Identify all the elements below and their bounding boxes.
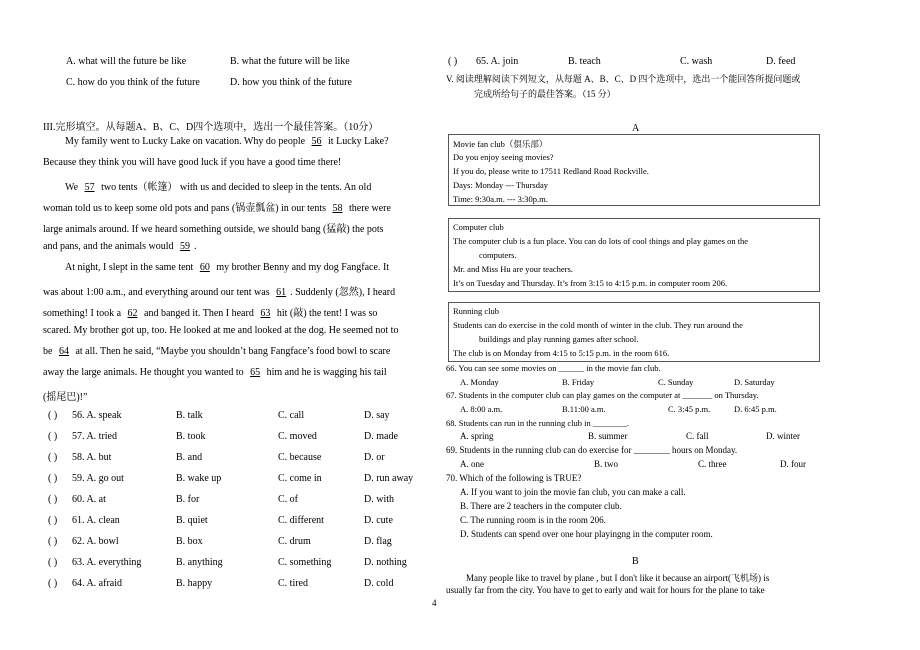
q70-stem: 70. Which of the following is TRUE?: [446, 473, 582, 483]
q70-opt: B. There are 2 teachers in the computer club.: [460, 501, 622, 511]
cloze-text: away the large animals. He thought you wanted to: [43, 367, 247, 378]
q66-opt: B. Friday: [562, 377, 595, 387]
cloze-text: . Suddenly (忽然), I heard: [290, 287, 396, 298]
cloze-q63-num: 63. A. everything: [72, 557, 142, 568]
cloze-q61-b: B. quiet: [176, 515, 208, 526]
box2-line: The computer club is a fun place. You can do lots of cool things and play games on the: [453, 236, 749, 246]
cloze-q58-paren: ( ): [48, 452, 58, 463]
movie-club-box: [448, 134, 820, 206]
q66-stem: 66. You can see some movies on ______ in the movie fan club.: [446, 363, 661, 373]
cloze-q58-d: D. or: [364, 452, 385, 463]
cloze-q62-c: C. drum: [278, 536, 311, 547]
cloze-text: (摇尾巴)!”: [43, 392, 88, 403]
cloze-text: My family went to Lucky Lake on vacation. Why do people: [65, 136, 308, 147]
cloze-line: [43, 367, 387, 378]
q68-stem: 68. Students can run in the running club in ________.: [446, 418, 629, 428]
cloze-q62-num: 62. A. bowl: [72, 536, 119, 547]
q68-opt: B. summer: [588, 431, 628, 441]
cloze-q61-num: 61. A. clean: [72, 515, 120, 526]
q65-option-c: C. wash: [680, 56, 713, 67]
prev-option-d: D. how you think of the future: [230, 77, 352, 88]
cloze-blank: 65: [250, 367, 261, 378]
cloze-line: [43, 346, 390, 357]
cloze-line: [43, 388, 87, 403]
cloze-text: was about 1:00 a.m., and everything around our tent was: [43, 287, 273, 298]
cloze-q62-b: B. box: [176, 536, 203, 547]
cloze-text: my brother Benny and my dog Fangface. It: [213, 262, 390, 273]
q67-opt: D. 6:45 p.m.: [734, 404, 777, 414]
cloze-q64-d: D. cold: [364, 578, 394, 589]
cloze-q60-c: C. of: [278, 494, 298, 505]
cloze-heading: III.完形填空。从每题A、B、C、D四个选项中，选出一个最佳答案。（10分）: [43, 122, 379, 133]
cloze-line: [43, 283, 395, 298]
cloze-text: .: [194, 241, 197, 252]
cloze-q60-d: D. with: [364, 494, 394, 505]
box1-line: If you do, please write to 17511 Redland Road Rockville.: [453, 166, 649, 176]
q69-opt: D. four: [780, 459, 806, 469]
box2-line: Computer club: [453, 222, 504, 232]
cloze-q58-c: C. because: [278, 452, 322, 463]
cloze-q56-c: C. call: [278, 410, 305, 421]
passage-b-line: Many people like to travel by plane , but I don't like it because an airport(飞机场) is: [466, 573, 770, 583]
cloze-q56-b: B. talk: [176, 410, 203, 421]
box1-line: Movie fan club（俱乐部）: [453, 139, 548, 149]
cloze-q61-c: C. different: [278, 515, 324, 526]
q69-opt: B. two: [594, 459, 619, 469]
box2-line: It’s on Tuesday and Thursday. It’s from 3:15 to 4:15 p.m. in computer room 206.: [453, 278, 728, 288]
cloze-q57-c: C. moved: [278, 431, 317, 442]
q68-opt: C. fall: [686, 431, 709, 441]
cloze-line: [43, 220, 384, 235]
q65-option-a: 65. A. join: [476, 56, 519, 67]
cloze-q61-paren: ( ): [48, 515, 58, 526]
page-number: 4: [432, 598, 437, 608]
cloze-text: and banged it. Then I heard: [141, 308, 257, 319]
passage-b-line: usually far from the city. You have to get to early and wait for hours for the plane to take: [446, 585, 765, 595]
box3-line: buildings and play running games after school.: [479, 334, 639, 344]
cloze-q57-paren: ( ): [48, 431, 58, 442]
cloze-blank: 61: [276, 287, 287, 298]
cloze-blank: 64: [58, 346, 69, 357]
cloze-blank: 62: [127, 308, 138, 319]
cloze-q64-b: B. happy: [176, 578, 213, 589]
cloze-text: Because they think you will have good luck if you have a good time there!: [43, 157, 342, 168]
cloze-q59-c: C. come in: [278, 473, 322, 484]
cloze-q64-paren: ( ): [48, 578, 58, 589]
cloze-text: We: [65, 182, 81, 193]
q65-option-d: D. feed: [766, 56, 796, 67]
cloze-text: something! I took a: [43, 308, 124, 319]
cloze-text: at all. Then he said, “Maybe you shouldn’t bang Fangface’s food bowl to scare: [72, 346, 391, 357]
cloze-q62-paren: ( ): [48, 536, 58, 547]
cloze-line: [43, 199, 391, 214]
cloze-q59-paren: ( ): [48, 473, 58, 484]
cloze-q58-b: B. and: [176, 452, 203, 463]
cloze-text: and pans, and the animals would: [43, 241, 177, 252]
cloze-q57-b: B. took: [176, 431, 206, 442]
cloze-q63-c: C. something: [278, 557, 332, 568]
q69-opt: C. three: [698, 459, 727, 469]
computer-club-box: [448, 218, 820, 292]
cloze-blank: 56: [311, 136, 322, 147]
q68-opt: A. spring: [460, 431, 494, 441]
cloze-q63-b: B. anything: [176, 557, 223, 568]
reading-heading-cont: 完成所给句子的最佳答案。（15 分）: [474, 89, 616, 99]
passage-a-label: A: [632, 123, 640, 134]
cloze-q59-d: D. run away: [364, 473, 414, 484]
cloze-line: [65, 136, 389, 147]
cloze-q56-d: D. say: [364, 410, 390, 421]
q70-opt: A. If you want to join the movie fan club, you can make a call.: [460, 487, 686, 497]
q67-opt: B.11:00 a.m.: [562, 404, 606, 414]
cloze-blank: 58: [332, 203, 343, 214]
q69-opt: A. one: [460, 459, 484, 469]
cloze-q56-num: 56. A. speak: [72, 410, 122, 421]
cloze-line: [43, 241, 197, 252]
box1-line: Time: 9:30a.m. --- 3:30p.m.: [453, 194, 548, 204]
cloze-line: [43, 157, 341, 168]
cloze-text: woman told us to keep some old pots and pans (锅壶瓢盆) in our tents: [43, 203, 329, 214]
cloze-blank: 57: [84, 182, 95, 193]
cloze-text: scared. My brother got up, too. He looked at me and looked at the dog. He seemed not to: [43, 325, 399, 336]
cloze-q61-d: D. cute: [364, 515, 393, 526]
box1-line: Days: Monday --- Thursday: [453, 180, 548, 190]
q65-option-b: B. teach: [568, 56, 601, 67]
cloze-blank: 63: [260, 308, 271, 319]
cloze-q56-paren: ( ): [48, 410, 58, 421]
q65-paren: ( ): [448, 56, 458, 67]
cloze-text: him and he is wagging his tail: [264, 367, 387, 378]
box2-line: computers.: [479, 250, 517, 260]
box2-line: Mr. and Miss Hu are your teachers.: [453, 264, 573, 274]
cloze-line: [65, 178, 371, 193]
prev-option-b: B. what the future will be like: [230, 56, 350, 67]
q70-opt: D. Students can spend over one hour playingng in the computer room.: [460, 529, 713, 539]
q66-opt: C. Sunday: [658, 377, 694, 387]
box3-line: The club is on Monday from 4:15 to 5:15 p.m. in the room 616.: [453, 348, 670, 358]
cloze-text: it Lucky Lake?: [325, 136, 389, 147]
cloze-q60-num: 60. A. at: [72, 494, 106, 505]
box3-line: Students can do exercise in the cold month of winter in the club. They run around the: [453, 320, 743, 330]
cloze-q64-c: C. tired: [278, 578, 308, 589]
cloze-q63-paren: ( ): [48, 557, 58, 568]
cloze-q60-b: B. for: [176, 494, 200, 505]
cloze-q62-d: D. flag: [364, 536, 392, 547]
cloze-q64-num: 64. A. afraid: [72, 578, 122, 589]
passage-b-label: B: [632, 556, 639, 567]
running-club-box: [448, 302, 820, 362]
prev-option-c: C. how do you think of the future: [66, 77, 200, 88]
prev-option-a: A. what will the future be like: [66, 56, 187, 67]
cloze-text: there were: [346, 203, 391, 214]
cloze-q57-num: 57. A. tried: [72, 431, 117, 442]
cloze-q57-d: D. made: [364, 431, 398, 442]
reading-heading: V. 阅读理解阅读下列短文，从每题 A、B、C、D 四个选项中，选出一个能回答所提问题或: [446, 74, 801, 84]
box1-line: Do you enjoy seeing movies?: [453, 152, 554, 162]
cloze-line: [43, 304, 377, 319]
cloze-text: two tents（帐篷） with us and decided to sleep in the tents. An old: [98, 182, 372, 193]
q70-opt: C. The running room is in the room 206.: [460, 515, 606, 525]
cloze-q59-num: 59. A. go out: [72, 473, 124, 484]
cloze-text: At night, I slept in the same tent: [65, 262, 196, 273]
cloze-q58-num: 58. A. but: [72, 452, 112, 463]
cloze-text: hit (敲) the tent! I was so: [274, 308, 378, 319]
q68-opt: D. winter: [766, 431, 800, 441]
q69-stem: 69. Students in the running club can do exercise for ________ hours on Monday.: [446, 445, 738, 455]
cloze-q60-paren: ( ): [48, 494, 58, 505]
cloze-line: [65, 262, 389, 273]
q67-opt: C. 3:45 p.m.: [668, 404, 711, 414]
q66-opt: D. Saturday: [734, 377, 775, 387]
q67-opt: A. 8:00 a.m.: [460, 404, 503, 414]
cloze-blank: 59: [180, 241, 191, 252]
q67-stem: 67. Students in the computer club can play games on the computer at _______ on Thursday.: [446, 390, 759, 400]
cloze-blank: 60: [199, 262, 210, 273]
box3-line: Running club: [453, 306, 500, 316]
cloze-q63-d: D. nothing: [364, 557, 407, 568]
cloze-q59-b: B. wake up: [176, 473, 222, 484]
cloze-line: [43, 325, 398, 336]
cloze-text: large animals around. If we heard something outside, we should bang (猛敲) the pots: [43, 224, 384, 235]
q66-opt: A. Monday: [460, 377, 499, 387]
cloze-text: be: [43, 346, 55, 357]
